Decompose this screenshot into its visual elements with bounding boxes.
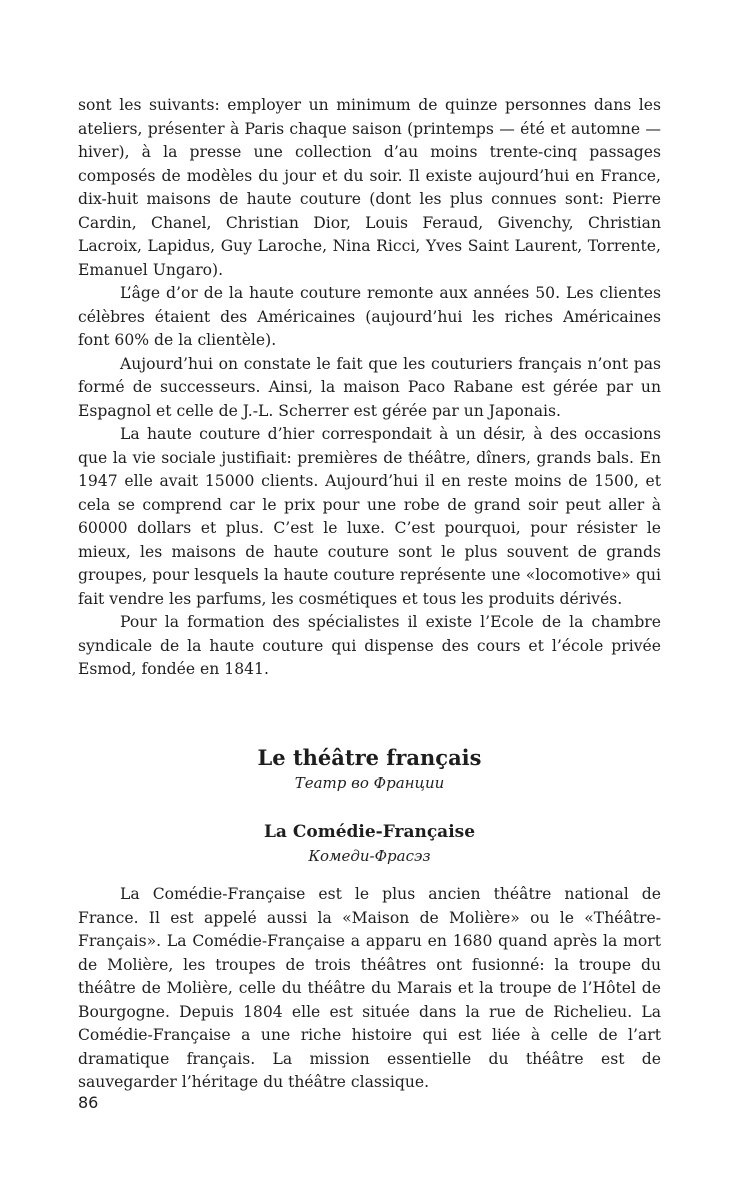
paragraph: sont les suivants: employer un minimum de quinze personnes dans les ateliers, présenter à Paris chaque saison (printemps — été et automne — hiver), à la presse une collection d’au moins trente-cinq passages composés de modèles du jour et du soir. Il existe aujourd’hui en France, dix-huit maisons de haute couture (dont les plus connues sont: Pierre Cardin, Chanel, Christian Dior, Louis Feraud, Givenchy, Christian Lacroix, Lapidus, Guy Laroche, Nina Ricci, Yves Saint Laurent, Torrente, Emanuel Ungaro). [78, 96, 661, 279]
page-number: 86 [78, 1093, 99, 1112]
paragraph: Aujourd’hui on constate le fait que les couturiers français n’ont pas formé de successeurs. Ainsi, la maison Paco Rabane est gérée par un Espagnol et celle de J.-L. Scherrer est gérée par un Japonais. [78, 354, 661, 420]
article-continuation [78, 94, 661, 682]
paragraph: La Comédie-Française est le plus ancien théâtre national de France. Il est appelé aussi la «Maison de Molière» ou le «Théâtre-Français». La Comédie-Française a apparu en 1680 quand après la mort de Molière, les troupes de trois théâtres ont fusionné: la troupe du théâtre de Molière, celle du théâtre du Marais et la troupe de l’Hôtel de Bourgogne. Depuis 1804 elle est située dans la rue de Richelieu. La Comédie-Française a une riche histoire qui est liée à celle de l’art dramatique français. La mission essentielle du théâtre est de sauvegarder l’héritage du théâtre classique. [78, 885, 661, 1091]
section-title: Le théâtre français [257, 745, 482, 770]
section-subtitle: Театр во Франции [294, 774, 445, 792]
subsection-subtitle: Комеди-Фрасэз [308, 847, 431, 865]
paragraph: La haute couture d’hier correspondait à un désir, à des occasions que la vie sociale justifiait: premières de théâtre, dîners, grands bals. En 1947 elle avait 15000 clients. Aujourd’hui il en reste moins de 1500, et cela se comprend car le prix pour une robe de grand soir peut aller à 60000 dollars et plus. C’est le luxe. C’est pourquoi, pour résister le mieux, les maisons de haute couture sont le plus souvent de grands groupes, pour lesquels la haute couture représente une «locomotive» qui fait vendre les parfums, les cosmétiques et tous les produits dérivés. [78, 425, 661, 608]
subsection-title: La Comédie-Française [263, 822, 476, 842]
section-body [78, 883, 661, 1095]
paragraph: L’âge d’or de la haute couture remonte aux années 50. Les clientes célèbres étaient des Américaines (aujourd’hui les riches Américaines font 60% de la clientèle). [78, 284, 661, 349]
paragraph: Pour la formation des spécialistes il existe l’Ecole de la chambre syndicale de la haute couture qui dispense des cours et l’école privée Esmod, fondée en 1841. [78, 613, 661, 678]
